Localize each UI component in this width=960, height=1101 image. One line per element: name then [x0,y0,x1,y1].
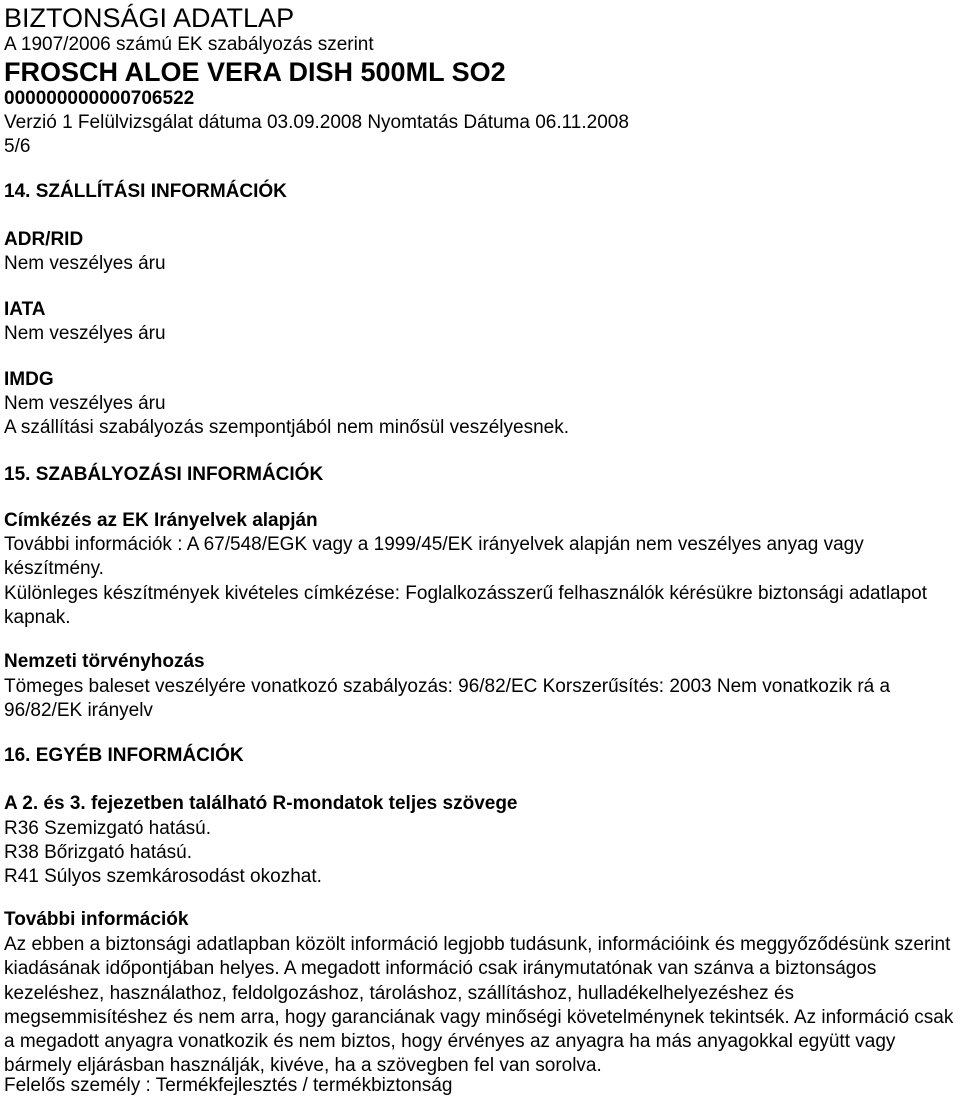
document-title: BIZTONSÁGI ADATLAP [4,3,295,33]
r-phrase-item: R41 Súlyos szemkárosodást okozhat. [4,866,322,887]
section-15-heading: 15. SZABÁLYOZÁSI INFORMÁCIÓK [4,464,324,485]
adr-value: Nem veszélyes áru [4,253,166,274]
section-14-heading: 14. SZÁLLÍTÁSI INFORMÁCIÓK [4,181,287,202]
iata-value: Nem veszélyes áru [4,323,166,344]
r-phrase-item: R36 Szemizgató hatású. [4,818,212,839]
labeling-text: További információk : A 67/548/EGK vagy a 1999/45/EK irányelvek alapján nem veszélyes anyag vagy készítmény. [4,534,864,580]
imdg-value: Nem veszélyes áru [4,393,166,414]
regulation-line: A 1907/2006 számú EK szabályozás szerint [4,34,374,55]
r-phrase-item: R38 Bőrizgató hatású. [4,842,193,863]
imdg-label: IMDG [4,369,54,390]
further-info-title: További információk [4,909,189,930]
national-text: Tömeges baleset veszélyére vonatkozó szabályozás: 96/82/EC Korszerűsítés: 2003 Nem vonatkozik rá a 96/82/EK irányelv [4,676,891,722]
labeling-title: Címkézés az EK Irányelvek alapján [4,510,318,531]
responsible-person: Felelős személy : Termékfejlesztés / termékbiztonság [4,1075,453,1096]
version-line: Verzió 1 Felülvizsgálat dátuma 03.09.2008 Nyomtatás Dátuma 06.11.2008 [4,112,629,133]
national-title: Nemzeti törvényhozás [4,651,205,672]
special-labeling-text: Különleges készítmények kivételes címkézése: Foglalkozásszerű felhasználók kérésükre biztonsági adatlapot kapnak. [4,583,928,629]
section-16-heading: 16. EGYÉB INFORMÁCIÓK [4,745,244,766]
iata-label: IATA [4,299,46,320]
page-number: 5/6 [4,136,31,157]
transport-note: A szállítási szabályozás szempontjából nem minősül veszélyesnek. [4,417,569,438]
further-info-text: Az ebben a biztonsági adatlapban közölt információ legjobb tudásunk, információink és meggyőződésünk szerint kiadásának időpontjában helyes. A megadott információ csak iránymutatónak van szánva a biztonságos kezeléshez, használathoz, feldolgozáshoz, tároláshoz, szállításhoz, hulladékelhelyezéshez és megsemmisítéshez és nem arra, hogy garanciának vagy minőségi követelménynek tekintsék. Az információ csak a megadott anyagra vonatkozik és nem biztos, hogy érvényes az anyagra ha más anyagokkal együtt vagy bármely eljárásban használják, kivéve, ha a szövegben fel van sorolva. [4,934,954,1077]
product-code: 000000000000706522 [4,88,195,109]
adr-label: ADR/RID [4,229,84,250]
product-name: FROSCH ALOE VERA DISH 500ML SO2 [4,57,506,87]
r-phrases-title: A 2. és 3. fejezetben található R-mondatok teljes szövege [4,793,518,814]
